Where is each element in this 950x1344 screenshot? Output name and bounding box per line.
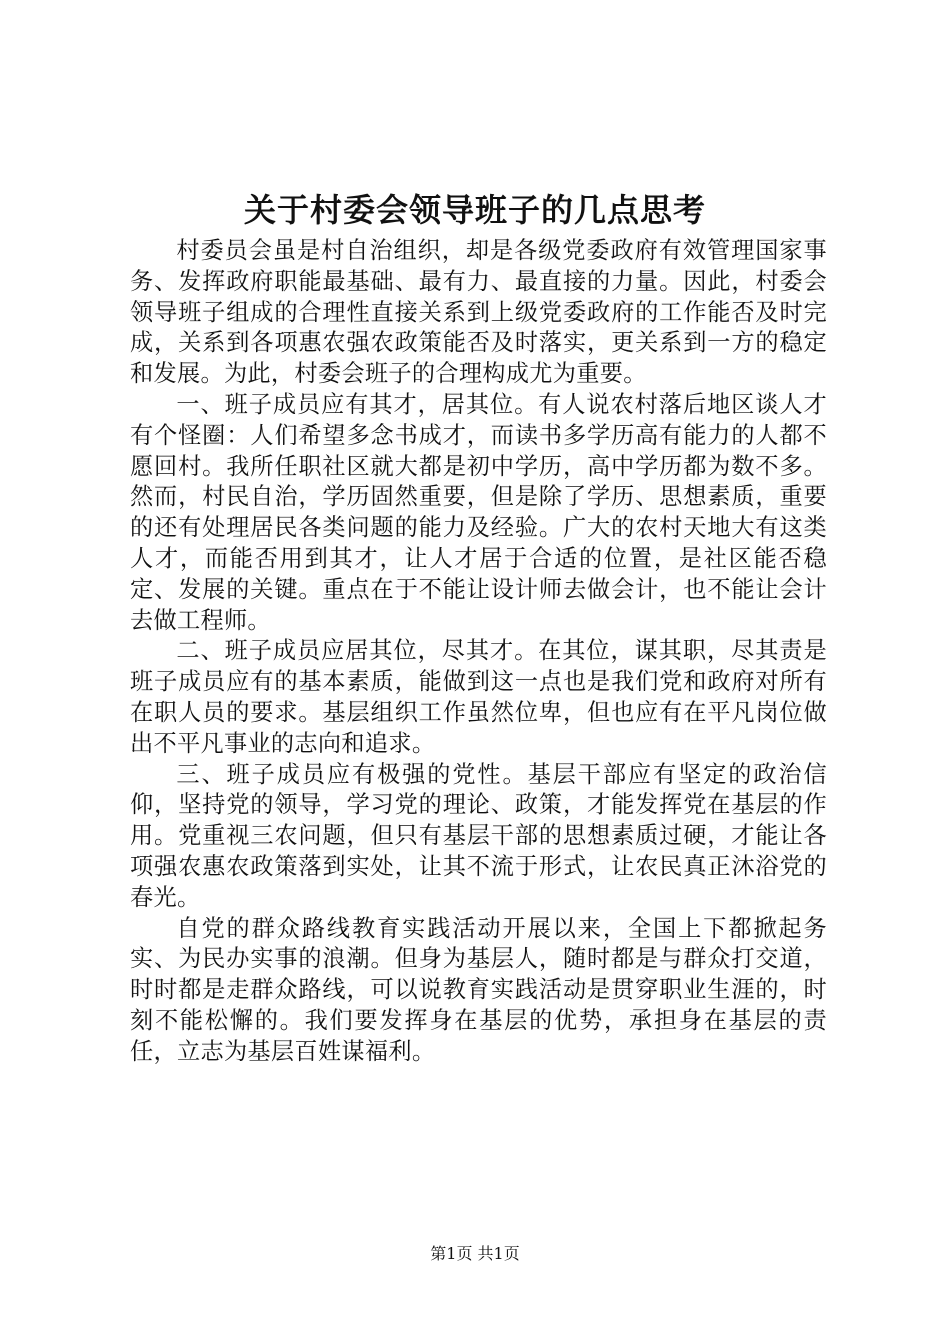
paragraph-point-two: 二、班子成员应居其位，尽其才。在其位，谋其职，尽其责是班子成员应有的基本素质，能做到这一点也是我们党和政府对所有在职人员的要求。基层组织工作虽然位卑，但也应有在平凡岗位做出不平凡事业的志向和追求。 xyxy=(130,637,827,757)
document-body xyxy=(130,236,827,1068)
document-title: 关于村委会领导班子的几点思考 xyxy=(243,191,706,229)
page-number-footer: 第1页 共1页 xyxy=(430,1244,520,1263)
paragraph-intro: 村委员会虽是村自治组织，却是各级党委政府有效管理国家事务、发挥政府职能最基础、最有力、最直接的力量。因此，村委会领导班子组成的合理性直接关系到上级党委政府的工作能否及时完成，关系到各项惠农强农政策能否及时落实，更关系到一方的稳定和发展。为此，村委会班子的合理构成尤为重要。 xyxy=(130,237,827,388)
paragraph-conclusion: 自党的群众路线教育实践活动开展以来，全国上下都掀起务实、为民办实事的浪潮。但身为基层人，随时都是与群众打交道，时时都是走群众路线，可以说教育实践活动是贯穿职业生涯的，时刻不能松懈的。我们要发挥身在基层的优势，承担身在基层的责任，立志为基层百姓谋福利。 xyxy=(130,914,827,1065)
paragraph-point-three: 三、班子成员应有极强的党性。基层干部应有坚定的政治信仰，坚持党的领导，学习党的理论、政策，才能发挥党在基层的作用。党重视三农问题，但只有基层干部的思想素质过硬，才能让各项强农惠农政策落到实处，让其不流于形式，让农民真正沐浴党的春光。 xyxy=(130,760,827,911)
paragraph-point-one: 一、班子成员应有其才，居其位。有人说农村落后地区谈人才有个怪圈：人们希望多念书成才，而读书多学历高有能力的人都不愿回村。我所任职社区就大都是初中学历，高中学历都为数不多。然而，村民自治，学历固然重要，但是除了学历、思想素质，重要的还有处理居民各类问题的能力及经验。广大的农村天地大有这类人才，而能否用到其才，让人才居于合适的位置，是社区能否稳定、发展的关键。重点在于不能让设计师去做会计，也不能让会计去做工程师。 xyxy=(130,390,827,634)
